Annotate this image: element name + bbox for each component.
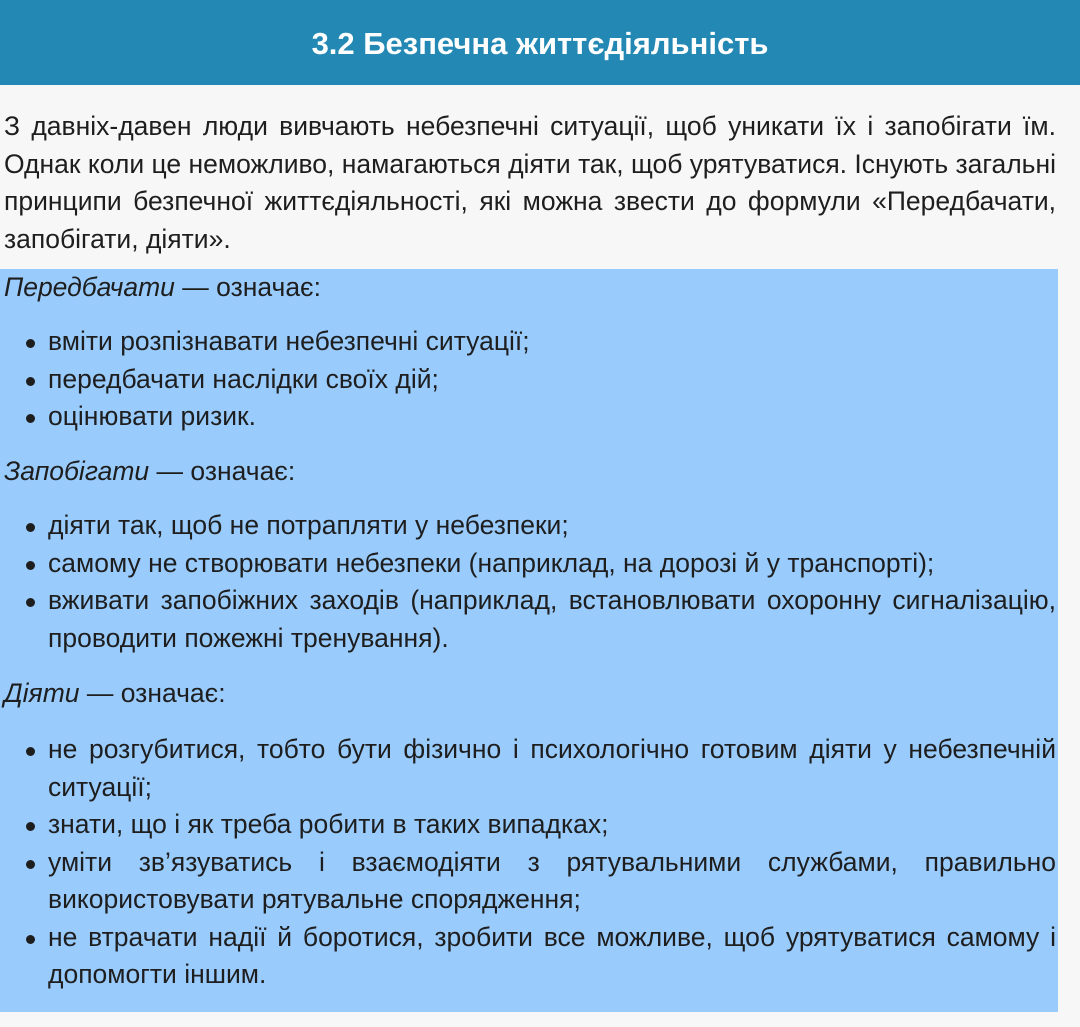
section-heading-predict (4, 269, 321, 307)
bullet-icon (26, 339, 35, 348)
term-predict: Передбачати (4, 272, 175, 302)
list-act (0, 731, 1056, 994)
bullet-icon (26, 935, 35, 944)
list-item: самому не створювати небезпеки (наприклад, на дорозі й у транспорті); (0, 545, 1056, 583)
list-item: не втрачати надії й боротися, зробити все можливе, щоб урятуватися самому і допомогти іншим. (0, 919, 1056, 994)
principles-box (0, 269, 1058, 1012)
section-heading-act (4, 675, 226, 713)
list-prevent (0, 507, 1056, 657)
bullet-icon (26, 561, 35, 570)
list-item: діяти так, щоб не потрапляти у небезпеки; (0, 507, 1056, 545)
list-item: оцінювати ризик. (0, 398, 1056, 436)
list-item: знати, що і як треба робити в таких випадках; (0, 806, 1056, 844)
section-header (0, 0, 1080, 85)
list-predict (0, 323, 1056, 436)
bullet-icon (26, 822, 35, 831)
list-item: не розгубитися, тобто бути фізично і психологічно готовим діяти у небезпечній ситуації; (0, 731, 1056, 806)
bullet-icon (26, 598, 35, 607)
term-suffix: — означає: (174, 272, 321, 302)
section-heading-prevent (4, 453, 295, 491)
list-item: уміти зв’язуватись і взаємодіяти з рятувальними службами, правильно використовувати рятувальне спорядження; (0, 844, 1056, 919)
bullet-icon (26, 860, 35, 869)
term-prevent: Запобігати (4, 456, 150, 486)
term-act: Діяти (4, 678, 80, 708)
bullet-icon (26, 523, 35, 532)
section-title: 3.2 Безпечна життєдіяльність (311, 25, 769, 61)
bullet-icon (26, 747, 35, 756)
list-item: вміти розпізнавати небезпечні ситуації; (0, 323, 1056, 361)
term-suffix: — означає: (79, 678, 226, 708)
list-item: вживати запобіжних заходів (наприклад, встановлювати охоронну сигналізацію, проводити пожежні тренування). (0, 582, 1056, 657)
intro-paragraph: З давніх-давен люди вивчають небезпечні ситуації, щоб уникати їх і запобігати їм. Однак коли це неможливо, намагаються діяти так, щоб урятуватися. Існують загальні принципи безпечної життєдіяльності, які можна звести до формули «Передбачати, запобігати, діяти». (4, 111, 1057, 254)
list-item: передбачати наслідки своїх дій; (0, 361, 1056, 399)
bullet-icon (26, 377, 35, 386)
term-suffix: — означає: (149, 456, 296, 486)
bullet-icon (26, 414, 35, 423)
